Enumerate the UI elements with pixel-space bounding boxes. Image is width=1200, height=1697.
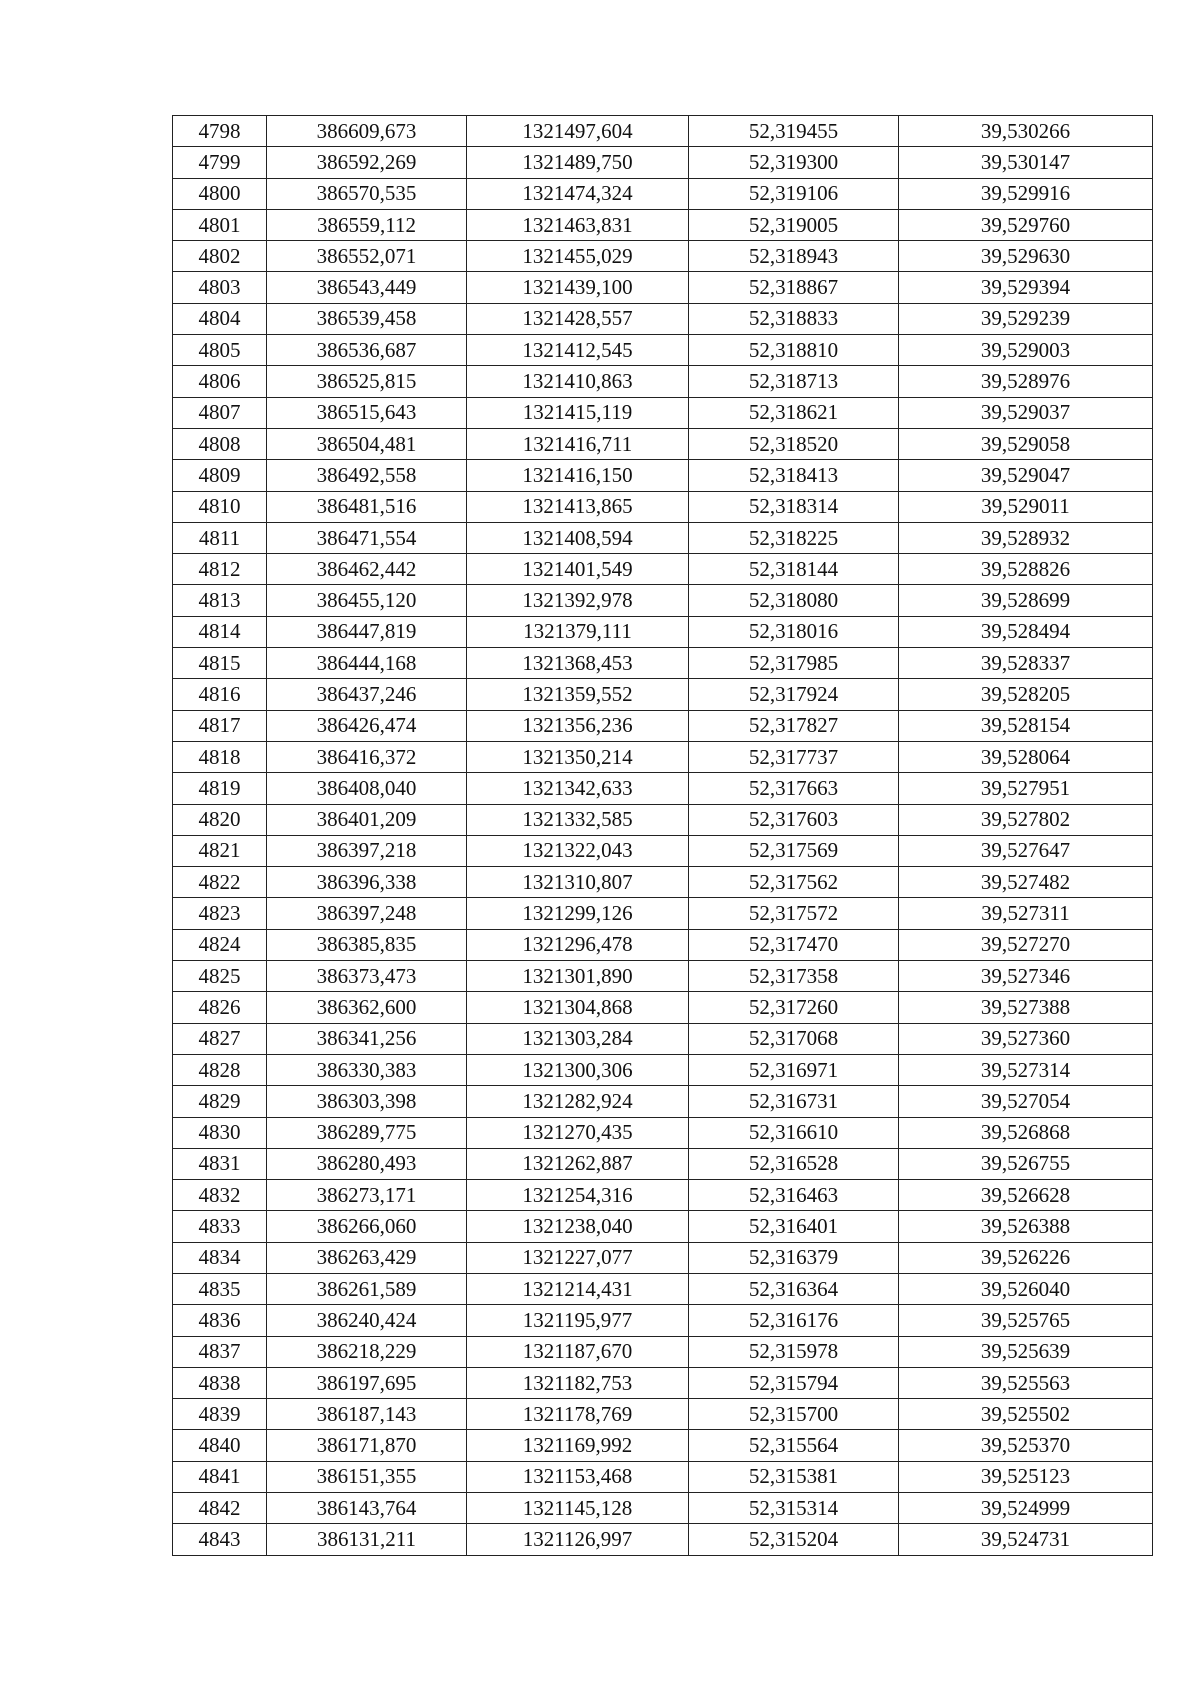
table-row (173, 648, 1153, 679)
x-coordinate-cell: 386385,835 (267, 929, 467, 960)
table-row (173, 1399, 1153, 1430)
table-row (173, 867, 1153, 898)
x-coordinate-cell: 386408,040 (267, 773, 467, 804)
latitude-cell: 52,317924 (689, 679, 899, 710)
point-number-cell: 4823 (173, 898, 267, 929)
point-number-cell: 4817 (173, 710, 267, 741)
x-coordinate-cell: 386143,764 (267, 1493, 467, 1524)
x-coordinate-cell: 386263,429 (267, 1242, 467, 1273)
x-coordinate-cell: 386289,775 (267, 1117, 467, 1148)
point-number-cell: 4815 (173, 648, 267, 679)
y-coordinate-cell: 1321145,128 (467, 1493, 689, 1524)
y-coordinate-cell: 1321262,887 (467, 1148, 689, 1179)
x-coordinate-cell: 386471,554 (267, 522, 467, 553)
point-number-cell: 4814 (173, 616, 267, 647)
x-coordinate-cell: 386397,218 (267, 835, 467, 866)
point-number-cell: 4842 (173, 1493, 267, 1524)
latitude-cell: 52,317470 (689, 929, 899, 960)
table-row (173, 992, 1153, 1023)
x-coordinate-cell: 386197,695 (267, 1367, 467, 1398)
latitude-cell: 52,318225 (689, 522, 899, 553)
latitude-cell: 52,318413 (689, 460, 899, 491)
table-row (173, 1242, 1153, 1273)
latitude-cell: 52,315314 (689, 1493, 899, 1524)
point-number-cell: 4803 (173, 272, 267, 303)
x-coordinate-cell: 386447,819 (267, 616, 467, 647)
longitude-cell: 39,527346 (899, 961, 1153, 992)
latitude-cell: 52,317068 (689, 1023, 899, 1054)
longitude-cell: 39,529760 (899, 209, 1153, 240)
table-row (173, 116, 1153, 147)
point-number-cell: 4833 (173, 1211, 267, 1242)
point-number-cell: 4824 (173, 929, 267, 960)
table-row (173, 1461, 1153, 1492)
longitude-cell: 39,528826 (899, 554, 1153, 585)
y-coordinate-cell: 1321413,865 (467, 491, 689, 522)
y-coordinate-cell: 1321301,890 (467, 961, 689, 992)
point-number-cell: 4809 (173, 460, 267, 491)
latitude-cell: 52,315700 (689, 1399, 899, 1430)
latitude-cell: 52,316379 (689, 1242, 899, 1273)
y-coordinate-cell: 1321299,126 (467, 898, 689, 929)
latitude-cell: 52,317569 (689, 835, 899, 866)
point-number-cell: 4841 (173, 1461, 267, 1492)
latitude-cell: 52,316528 (689, 1148, 899, 1179)
latitude-cell: 52,318314 (689, 491, 899, 522)
longitude-cell: 39,525765 (899, 1305, 1153, 1336)
y-coordinate-cell: 1321474,324 (467, 178, 689, 209)
longitude-cell: 39,528064 (899, 741, 1153, 772)
point-number-cell: 4807 (173, 397, 267, 428)
table-row (173, 460, 1153, 491)
x-coordinate-cell: 386266,060 (267, 1211, 467, 1242)
table-row (173, 898, 1153, 929)
latitude-cell: 52,316401 (689, 1211, 899, 1242)
point-number-cell: 4798 (173, 116, 267, 147)
latitude-cell: 52,316463 (689, 1180, 899, 1211)
table-row (173, 1305, 1153, 1336)
x-coordinate-cell: 386592,269 (267, 147, 467, 178)
longitude-cell: 39,526040 (899, 1273, 1153, 1304)
table-row (173, 397, 1153, 428)
table-row (173, 241, 1153, 272)
point-number-cell: 4839 (173, 1399, 267, 1430)
table-row (173, 585, 1153, 616)
y-coordinate-cell: 1321296,478 (467, 929, 689, 960)
point-number-cell: 4831 (173, 1148, 267, 1179)
point-number-cell: 4836 (173, 1305, 267, 1336)
y-coordinate-cell: 1321182,753 (467, 1367, 689, 1398)
latitude-cell: 52,317737 (689, 741, 899, 772)
y-coordinate-cell: 1321195,977 (467, 1305, 689, 1336)
longitude-cell: 39,528205 (899, 679, 1153, 710)
table-row (173, 835, 1153, 866)
y-coordinate-cell: 1321368,453 (467, 648, 689, 679)
x-coordinate-cell: 386455,120 (267, 585, 467, 616)
point-number-cell: 4834 (173, 1242, 267, 1273)
x-coordinate-cell: 386131,211 (267, 1524, 467, 1555)
table-row (173, 303, 1153, 334)
longitude-cell: 39,526226 (899, 1242, 1153, 1273)
y-coordinate-cell: 1321489,750 (467, 147, 689, 178)
y-coordinate-cell: 1321408,594 (467, 522, 689, 553)
longitude-cell: 39,529630 (899, 241, 1153, 272)
y-coordinate-cell: 1321416,150 (467, 460, 689, 491)
longitude-cell: 39,527802 (899, 804, 1153, 835)
longitude-cell: 39,528932 (899, 522, 1153, 553)
latitude-cell: 52,318520 (689, 428, 899, 459)
latitude-cell: 52,315564 (689, 1430, 899, 1461)
table-row (173, 1117, 1153, 1148)
table-row (173, 1211, 1153, 1242)
longitude-cell: 39,529037 (899, 397, 1153, 428)
point-number-cell: 4821 (173, 835, 267, 866)
longitude-cell: 39,529394 (899, 272, 1153, 303)
latitude-cell: 52,315381 (689, 1461, 899, 1492)
latitude-cell: 52,318943 (689, 241, 899, 272)
y-coordinate-cell: 1321282,924 (467, 1086, 689, 1117)
table-row (173, 929, 1153, 960)
y-coordinate-cell: 1321455,029 (467, 241, 689, 272)
latitude-cell: 52,319300 (689, 147, 899, 178)
x-coordinate-cell: 386151,355 (267, 1461, 467, 1492)
y-coordinate-cell: 1321416,711 (467, 428, 689, 459)
point-number-cell: 4802 (173, 241, 267, 272)
x-coordinate-cell: 386536,687 (267, 335, 467, 366)
point-number-cell: 4825 (173, 961, 267, 992)
y-coordinate-cell: 1321227,077 (467, 1242, 689, 1273)
y-coordinate-cell: 1321169,992 (467, 1430, 689, 1461)
point-number-cell: 4843 (173, 1524, 267, 1555)
x-coordinate-cell: 386539,458 (267, 303, 467, 334)
latitude-cell: 52,319455 (689, 116, 899, 147)
table-row (173, 961, 1153, 992)
x-coordinate-cell: 386396,338 (267, 867, 467, 898)
x-coordinate-cell: 386444,168 (267, 648, 467, 679)
point-number-cell: 4801 (173, 209, 267, 240)
point-number-cell: 4805 (173, 335, 267, 366)
latitude-cell: 52,317358 (689, 961, 899, 992)
y-coordinate-cell: 1321410,863 (467, 366, 689, 397)
point-number-cell: 4811 (173, 522, 267, 553)
x-coordinate-cell: 386240,424 (267, 1305, 467, 1336)
longitude-cell: 39,527388 (899, 992, 1153, 1023)
longitude-cell: 39,527360 (899, 1023, 1153, 1054)
latitude-cell: 52,317985 (689, 648, 899, 679)
x-coordinate-cell: 386401,209 (267, 804, 467, 835)
x-coordinate-cell: 386437,246 (267, 679, 467, 710)
point-number-cell: 4813 (173, 585, 267, 616)
y-coordinate-cell: 1321270,435 (467, 1117, 689, 1148)
x-coordinate-cell: 386373,473 (267, 961, 467, 992)
x-coordinate-cell: 386525,815 (267, 366, 467, 397)
coordinate-table (172, 115, 1153, 1556)
y-coordinate-cell: 1321350,214 (467, 741, 689, 772)
table-row (173, 522, 1153, 553)
latitude-cell: 52,319106 (689, 178, 899, 209)
longitude-cell: 39,528337 (899, 648, 1153, 679)
table-row (173, 1180, 1153, 1211)
longitude-cell: 39,527647 (899, 835, 1153, 866)
y-coordinate-cell: 1321392,978 (467, 585, 689, 616)
y-coordinate-cell: 1321356,236 (467, 710, 689, 741)
y-coordinate-cell: 1321359,552 (467, 679, 689, 710)
point-number-cell: 4828 (173, 1054, 267, 1085)
latitude-cell: 52,317260 (689, 992, 899, 1023)
point-number-cell: 4808 (173, 428, 267, 459)
table-row (173, 773, 1153, 804)
point-number-cell: 4827 (173, 1023, 267, 1054)
latitude-cell: 52,318867 (689, 272, 899, 303)
longitude-cell: 39,525639 (899, 1336, 1153, 1367)
latitude-cell: 52,318144 (689, 554, 899, 585)
table-row (173, 1430, 1153, 1461)
longitude-cell: 39,525370 (899, 1430, 1153, 1461)
longitude-cell: 39,528699 (899, 585, 1153, 616)
x-coordinate-cell: 386303,398 (267, 1086, 467, 1117)
point-number-cell: 4820 (173, 804, 267, 835)
latitude-cell: 52,315204 (689, 1524, 899, 1555)
longitude-cell: 39,525123 (899, 1461, 1153, 1492)
longitude-cell: 39,527951 (899, 773, 1153, 804)
table-row (173, 1148, 1153, 1179)
longitude-cell: 39,526755 (899, 1148, 1153, 1179)
point-number-cell: 4804 (173, 303, 267, 334)
x-coordinate-cell: 386261,589 (267, 1273, 467, 1304)
latitude-cell: 52,316610 (689, 1117, 899, 1148)
y-coordinate-cell: 1321439,100 (467, 272, 689, 303)
table-row (173, 804, 1153, 835)
point-number-cell: 4810 (173, 491, 267, 522)
table-row (173, 147, 1153, 178)
latitude-cell: 52,316364 (689, 1273, 899, 1304)
longitude-cell: 39,529058 (899, 428, 1153, 459)
table-row (173, 1273, 1153, 1304)
y-coordinate-cell: 1321332,585 (467, 804, 689, 835)
y-coordinate-cell: 1321304,868 (467, 992, 689, 1023)
y-coordinate-cell: 1321303,284 (467, 1023, 689, 1054)
y-coordinate-cell: 1321254,316 (467, 1180, 689, 1211)
longitude-cell: 39,526388 (899, 1211, 1153, 1242)
longitude-cell: 39,529239 (899, 303, 1153, 334)
x-coordinate-cell: 386273,171 (267, 1180, 467, 1211)
y-coordinate-cell: 1321214,431 (467, 1273, 689, 1304)
longitude-cell: 39,526628 (899, 1180, 1153, 1211)
x-coordinate-cell: 386218,229 (267, 1336, 467, 1367)
longitude-cell: 39,527270 (899, 929, 1153, 960)
x-coordinate-cell: 386426,474 (267, 710, 467, 741)
latitude-cell: 52,317562 (689, 867, 899, 898)
table-row (173, 491, 1153, 522)
point-number-cell: 4835 (173, 1273, 267, 1304)
table-row (173, 272, 1153, 303)
latitude-cell: 52,317663 (689, 773, 899, 804)
table-row (173, 741, 1153, 772)
x-coordinate-cell: 386552,071 (267, 241, 467, 272)
x-coordinate-cell: 386462,442 (267, 554, 467, 585)
table-row (173, 1336, 1153, 1367)
longitude-cell: 39,530266 (899, 116, 1153, 147)
latitude-cell: 52,317603 (689, 804, 899, 835)
longitude-cell: 39,526868 (899, 1117, 1153, 1148)
point-number-cell: 4822 (173, 867, 267, 898)
table-row (173, 366, 1153, 397)
y-coordinate-cell: 1321415,119 (467, 397, 689, 428)
y-coordinate-cell: 1321428,557 (467, 303, 689, 334)
y-coordinate-cell: 1321178,769 (467, 1399, 689, 1430)
x-coordinate-cell: 386492,558 (267, 460, 467, 491)
latitude-cell: 52,315978 (689, 1336, 899, 1367)
table-row (173, 616, 1153, 647)
point-number-cell: 4819 (173, 773, 267, 804)
point-number-cell: 4818 (173, 741, 267, 772)
point-number-cell: 4840 (173, 1430, 267, 1461)
x-coordinate-cell: 386280,493 (267, 1148, 467, 1179)
longitude-cell: 39,527314 (899, 1054, 1153, 1085)
table-row (173, 335, 1153, 366)
table-row (173, 1023, 1153, 1054)
y-coordinate-cell: 1321153,468 (467, 1461, 689, 1492)
table-row (173, 1086, 1153, 1117)
latitude-cell: 52,318833 (689, 303, 899, 334)
table-row (173, 1367, 1153, 1398)
longitude-cell: 39,529011 (899, 491, 1153, 522)
table-row (173, 710, 1153, 741)
table-row (173, 679, 1153, 710)
y-coordinate-cell: 1321322,043 (467, 835, 689, 866)
x-coordinate-cell: 386341,256 (267, 1023, 467, 1054)
x-coordinate-cell: 386397,248 (267, 898, 467, 929)
y-coordinate-cell: 1321463,831 (467, 209, 689, 240)
latitude-cell: 52,316731 (689, 1086, 899, 1117)
latitude-cell: 52,318621 (689, 397, 899, 428)
longitude-cell: 39,529047 (899, 460, 1153, 491)
point-number-cell: 4816 (173, 679, 267, 710)
point-number-cell: 4806 (173, 366, 267, 397)
longitude-cell: 39,529916 (899, 178, 1153, 209)
point-number-cell: 4826 (173, 992, 267, 1023)
longitude-cell: 39,527311 (899, 898, 1153, 929)
coordinate-table-body (173, 116, 1153, 1556)
longitude-cell: 39,524999 (899, 1493, 1153, 1524)
point-number-cell: 4830 (173, 1117, 267, 1148)
latitude-cell: 52,317827 (689, 710, 899, 741)
point-number-cell: 4838 (173, 1367, 267, 1398)
latitude-cell: 52,317572 (689, 898, 899, 929)
table-row (173, 1054, 1153, 1085)
x-coordinate-cell: 386543,449 (267, 272, 467, 303)
table-row (173, 554, 1153, 585)
point-number-cell: 4799 (173, 147, 267, 178)
y-coordinate-cell: 1321379,111 (467, 616, 689, 647)
x-coordinate-cell: 386187,143 (267, 1399, 467, 1430)
y-coordinate-cell: 1321342,633 (467, 773, 689, 804)
longitude-cell: 39,525502 (899, 1399, 1153, 1430)
table-row (173, 428, 1153, 459)
x-coordinate-cell: 386171,870 (267, 1430, 467, 1461)
table-row (173, 1493, 1153, 1524)
y-coordinate-cell: 1321401,549 (467, 554, 689, 585)
longitude-cell: 39,530147 (899, 147, 1153, 178)
y-coordinate-cell: 1321497,604 (467, 116, 689, 147)
latitude-cell: 52,318016 (689, 616, 899, 647)
longitude-cell: 39,528494 (899, 616, 1153, 647)
longitude-cell: 39,528154 (899, 710, 1153, 741)
y-coordinate-cell: 1321310,807 (467, 867, 689, 898)
x-coordinate-cell: 386330,383 (267, 1054, 467, 1085)
point-number-cell: 4832 (173, 1180, 267, 1211)
table-row (173, 209, 1153, 240)
y-coordinate-cell: 1321300,306 (467, 1054, 689, 1085)
y-coordinate-cell: 1321187,670 (467, 1336, 689, 1367)
longitude-cell: 39,525563 (899, 1367, 1153, 1398)
point-number-cell: 4837 (173, 1336, 267, 1367)
latitude-cell: 52,318713 (689, 366, 899, 397)
latitude-cell: 52,319005 (689, 209, 899, 240)
latitude-cell: 52,318080 (689, 585, 899, 616)
y-coordinate-cell: 1321412,545 (467, 335, 689, 366)
table-row (173, 1524, 1153, 1555)
latitude-cell: 52,315794 (689, 1367, 899, 1398)
x-coordinate-cell: 386570,535 (267, 178, 467, 209)
latitude-cell: 52,316971 (689, 1054, 899, 1085)
longitude-cell: 39,528976 (899, 366, 1153, 397)
longitude-cell: 39,527054 (899, 1086, 1153, 1117)
x-coordinate-cell: 386416,372 (267, 741, 467, 772)
longitude-cell: 39,524731 (899, 1524, 1153, 1555)
x-coordinate-cell: 386559,112 (267, 209, 467, 240)
latitude-cell: 52,318810 (689, 335, 899, 366)
longitude-cell: 39,529003 (899, 335, 1153, 366)
point-number-cell: 4800 (173, 178, 267, 209)
x-coordinate-cell: 386504,481 (267, 428, 467, 459)
point-number-cell: 4829 (173, 1086, 267, 1117)
y-coordinate-cell: 1321126,997 (467, 1524, 689, 1555)
longitude-cell: 39,527482 (899, 867, 1153, 898)
x-coordinate-cell: 386362,600 (267, 992, 467, 1023)
y-coordinate-cell: 1321238,040 (467, 1211, 689, 1242)
table-row (173, 178, 1153, 209)
point-number-cell: 4812 (173, 554, 267, 585)
x-coordinate-cell: 386609,673 (267, 116, 467, 147)
x-coordinate-cell: 386481,516 (267, 491, 467, 522)
x-coordinate-cell: 386515,643 (267, 397, 467, 428)
latitude-cell: 52,316176 (689, 1305, 899, 1336)
